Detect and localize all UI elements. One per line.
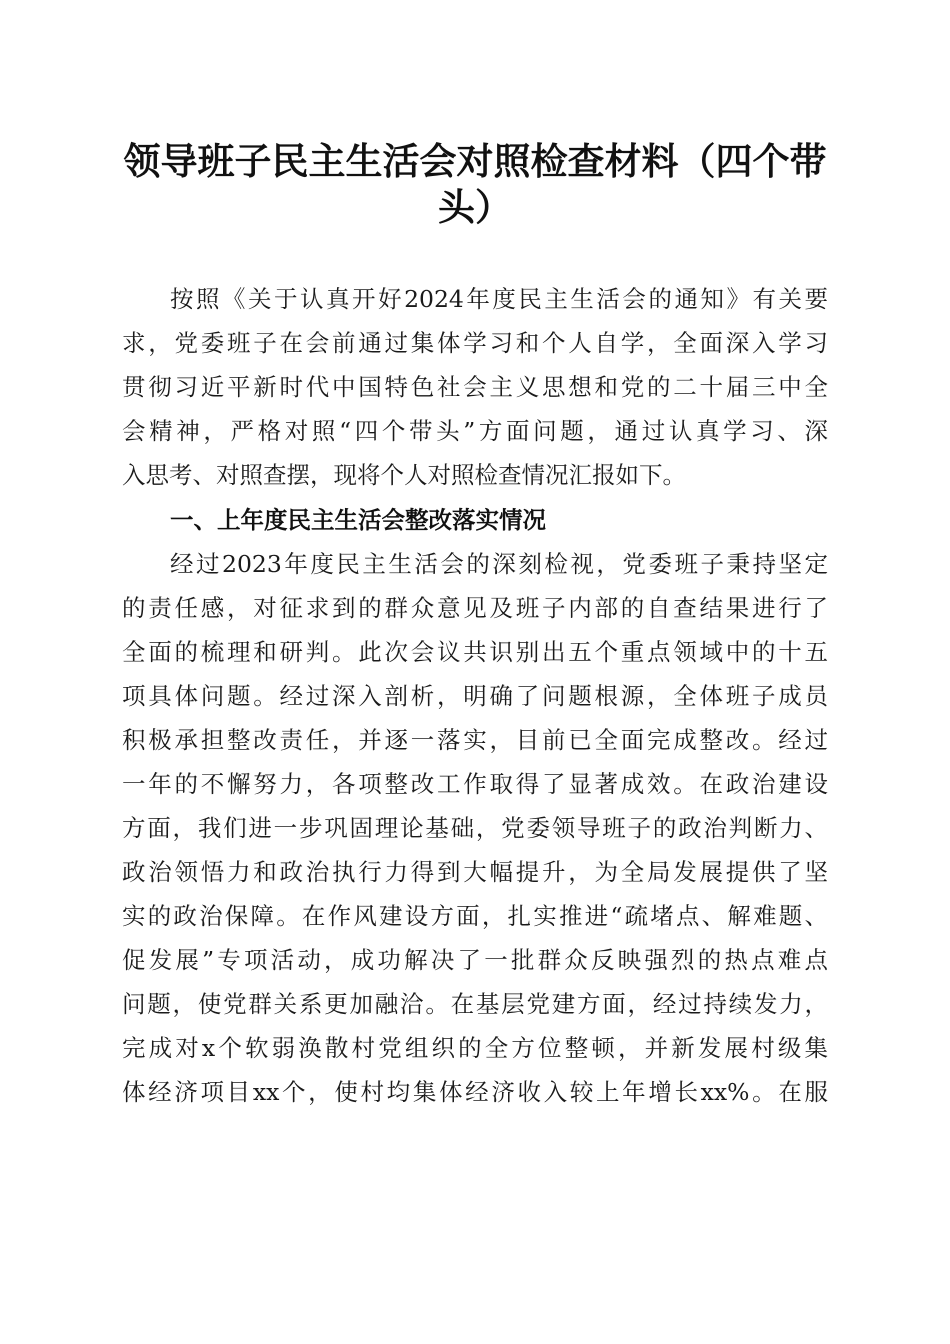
paragraph-line: 的责任感，对征求到的群众意见及班子内部的自查结果进行了 <box>122 594 828 622</box>
paragraph-line: 项具体问题。经过深入剖析，明确了问题根源，全体班子成员 <box>122 682 828 710</box>
paragraph-line: 积极承担整改责任，并逐一落实，目前已全面完成整改。经过 <box>122 726 828 754</box>
paragraph-line: 体经济项目xx个，使村均集体经济收入较上年增长xx%。在服 <box>122 1078 828 1106</box>
paragraph-line: 实的政治保障。在作风建设方面，扎实推进“疏堵点、解难题、 <box>122 902 828 930</box>
document-title-line-1: 领导班子民主生活会对照检查材料（四个带 <box>123 139 827 183</box>
paragraph-line: 经过2023年度民主生活会的深刻检视，党委班子秉持坚定 <box>170 550 828 578</box>
paragraph-line: 完成对x个软弱涣散村党组织的全方位整顿，并新发展村级集 <box>122 1034 828 1062</box>
paragraph-line: 问题，使党群关系更加融洽。在基层党建方面，经过持续发力， <box>122 990 828 1018</box>
paragraph-line: 求，党委班子在会前通过集体学习和个人自学，全面深入学习 <box>122 329 828 357</box>
paragraph-line: 按照《关于认真开好2024年度民主生活会的通知》有关要 <box>170 285 828 313</box>
section-heading: 一、上年度民主生活会整改落实情况 <box>170 506 546 534</box>
document-title-line-2: 头） <box>438 185 512 229</box>
paragraph-line: 促发展”专项活动，成功解决了一批群众反映强烈的热点难点 <box>122 946 828 974</box>
paragraph-line: 一年的不懈努力，各项整改工作取得了显著成效。在政治建设 <box>122 770 828 798</box>
paragraph-line: 会精神，严格对照“四个带头”方面问题，通过认真学习、深 <box>122 417 828 445</box>
paragraph-line: 贯彻习近平新时代中国特色社会主义思想和党的二十届三中全 <box>122 373 828 401</box>
paragraph-line: 入思考、对照查摆，现将个人对照检查情况汇报如下。 <box>122 461 686 489</box>
paragraph-line: 全面的梳理和研判。此次会议共识别出五个重点领域中的十五 <box>122 638 828 666</box>
paragraph-line: 政治领悟力和政治执行力得到大幅提升，为全局发展提供了坚 <box>122 858 828 886</box>
paragraph-line: 方面，我们进一步巩固理论基础，党委领导班子的政治判断力、 <box>122 814 828 842</box>
